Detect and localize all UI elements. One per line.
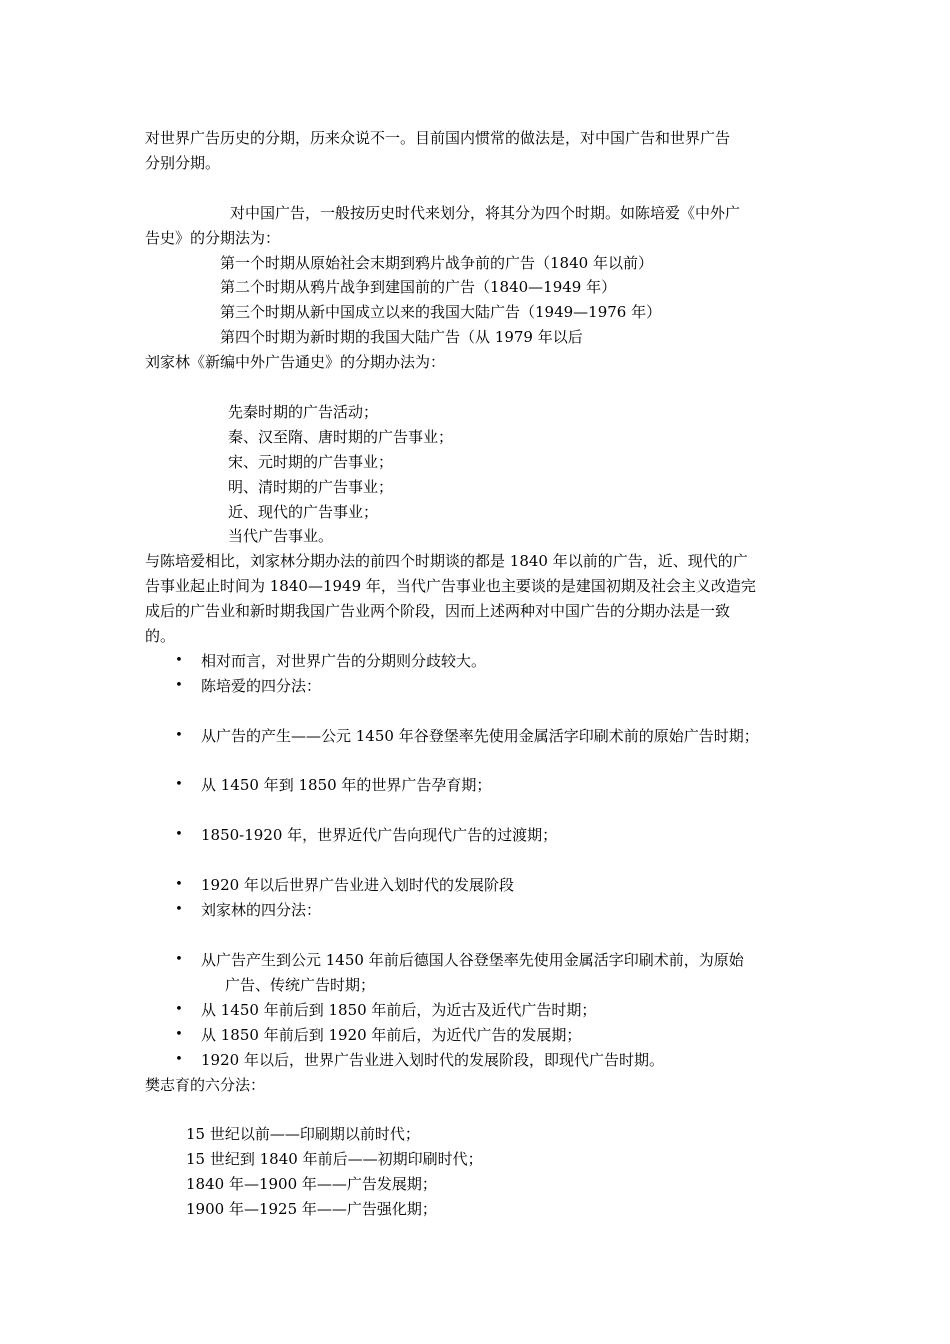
bullet-icon: •: [175, 1052, 183, 1067]
text-line: 告事业起止时间为 1840—1949 年，当代广告事业也主要谈的是建国初期及社会主义改造完: [145, 577, 756, 595]
list-item: 从广告产生到公元 1450 年前后德国人谷登堡率先使用金属活字印刷术前，为原始: [201, 951, 744, 969]
bullet-icon: •: [175, 777, 183, 792]
bullet-icon: •: [175, 1002, 183, 1017]
period-item: 第二个时期从鸦片战争到建国前的广告（1840—1949 年）: [220, 278, 617, 296]
list-item: 从 1850 年前后到 1920 年前后，为近代广告的发展期；: [201, 1026, 582, 1044]
text-line: 成后的广告业和新时期我国广告业两个阶段，因而上述两种对中国广告的分期办法是一致: [145, 602, 731, 620]
period-item: 15 世纪以前——印刷期以前时代；: [186, 1125, 420, 1143]
bullet-icon: •: [175, 952, 183, 967]
list-item: 1920 年以后世界广告业进入划时代的发展阶段: [201, 876, 514, 894]
list-item: 从广告的产生——公元 1450 年谷登堡率先使用金属活字印刷术前的原始广告时期；: [201, 727, 759, 745]
period-item: 第四个时期为新时期的我国大陆广告（从 1979 年以后: [220, 328, 583, 346]
period-item: 先秦时期的广告活动；: [228, 403, 379, 421]
list-item-continuation: 广告、传统广告时期；: [225, 976, 376, 994]
text-line: 刘家林《新编中外广告通史》的分期办法为：: [145, 353, 446, 371]
period-item: 宋、元时期的广告事业；: [228, 453, 394, 471]
bullet-icon: •: [175, 1027, 183, 1042]
text-line: 的。: [145, 627, 176, 645]
period-item: 第一个时期从原始社会末期到鸦片战争前的广告（1840 年以前）: [220, 254, 653, 272]
list-item: 1920 年以后，世界广告业进入划时代的发展阶段，即现代广告时期。: [201, 1051, 664, 1069]
period-item: 当代广告事业。: [228, 527, 334, 545]
list-item: 刘家林的四分法：: [201, 901, 322, 919]
period-item: 近、现代的广告事业；: [228, 503, 379, 521]
period-item: 第三个时期从新中国成立以来的我国大陆广告（1949—1976 年）: [220, 303, 662, 321]
list-item: 从 1450 年到 1850 年的世界广告孕育期；: [201, 776, 492, 794]
list-item: 相对而言，对世界广告的分期则分歧较大。: [201, 652, 487, 670]
text-line: 告史》的分期法为：: [145, 229, 281, 247]
bullet-icon: •: [175, 653, 183, 668]
text-line: 樊志育的六分法：: [145, 1076, 266, 1094]
period-item: 1840 年—1900 年——广告发展期；: [186, 1175, 437, 1193]
period-item: 1900 年—1925 年——广告强化期；: [186, 1200, 437, 1218]
period-item: 明、清时期的广告事业；: [228, 478, 394, 496]
bullet-icon: •: [175, 827, 183, 842]
bullet-icon: •: [175, 728, 183, 743]
bullet-icon: •: [175, 877, 183, 892]
list-item: 1850-1920 年，世界近代广告向现代广告的过渡期；: [201, 826, 558, 844]
text-line: 分别分期。: [145, 154, 221, 172]
text-line: 对世界广告历史的分期，历来众说不一。目前国内惯常的做法是，对中国广告和世界广告: [145, 129, 731, 147]
text-line: 与陈培爱相比，刘家林分期办法的前四个时期谈的都是 1840 年以前的广告，近、现代的广: [145, 552, 748, 570]
period-item: 秦、汉至隋、唐时期的广告事业；: [228, 428, 454, 446]
period-item: 15 世纪到 1840 年前后——初期印刷时代；: [186, 1150, 483, 1168]
list-item: 从 1450 年前后到 1850 年前后，为近古及近代广告时期；: [201, 1001, 597, 1019]
list-item: 陈培爱的四分法：: [201, 677, 322, 695]
text-line: 对中国广告，一般按历史时代来划分，将其分为四个时期。如陈培爱《中外广: [230, 204, 741, 222]
bullet-icon: •: [175, 902, 183, 917]
bullet-icon: •: [175, 678, 183, 693]
